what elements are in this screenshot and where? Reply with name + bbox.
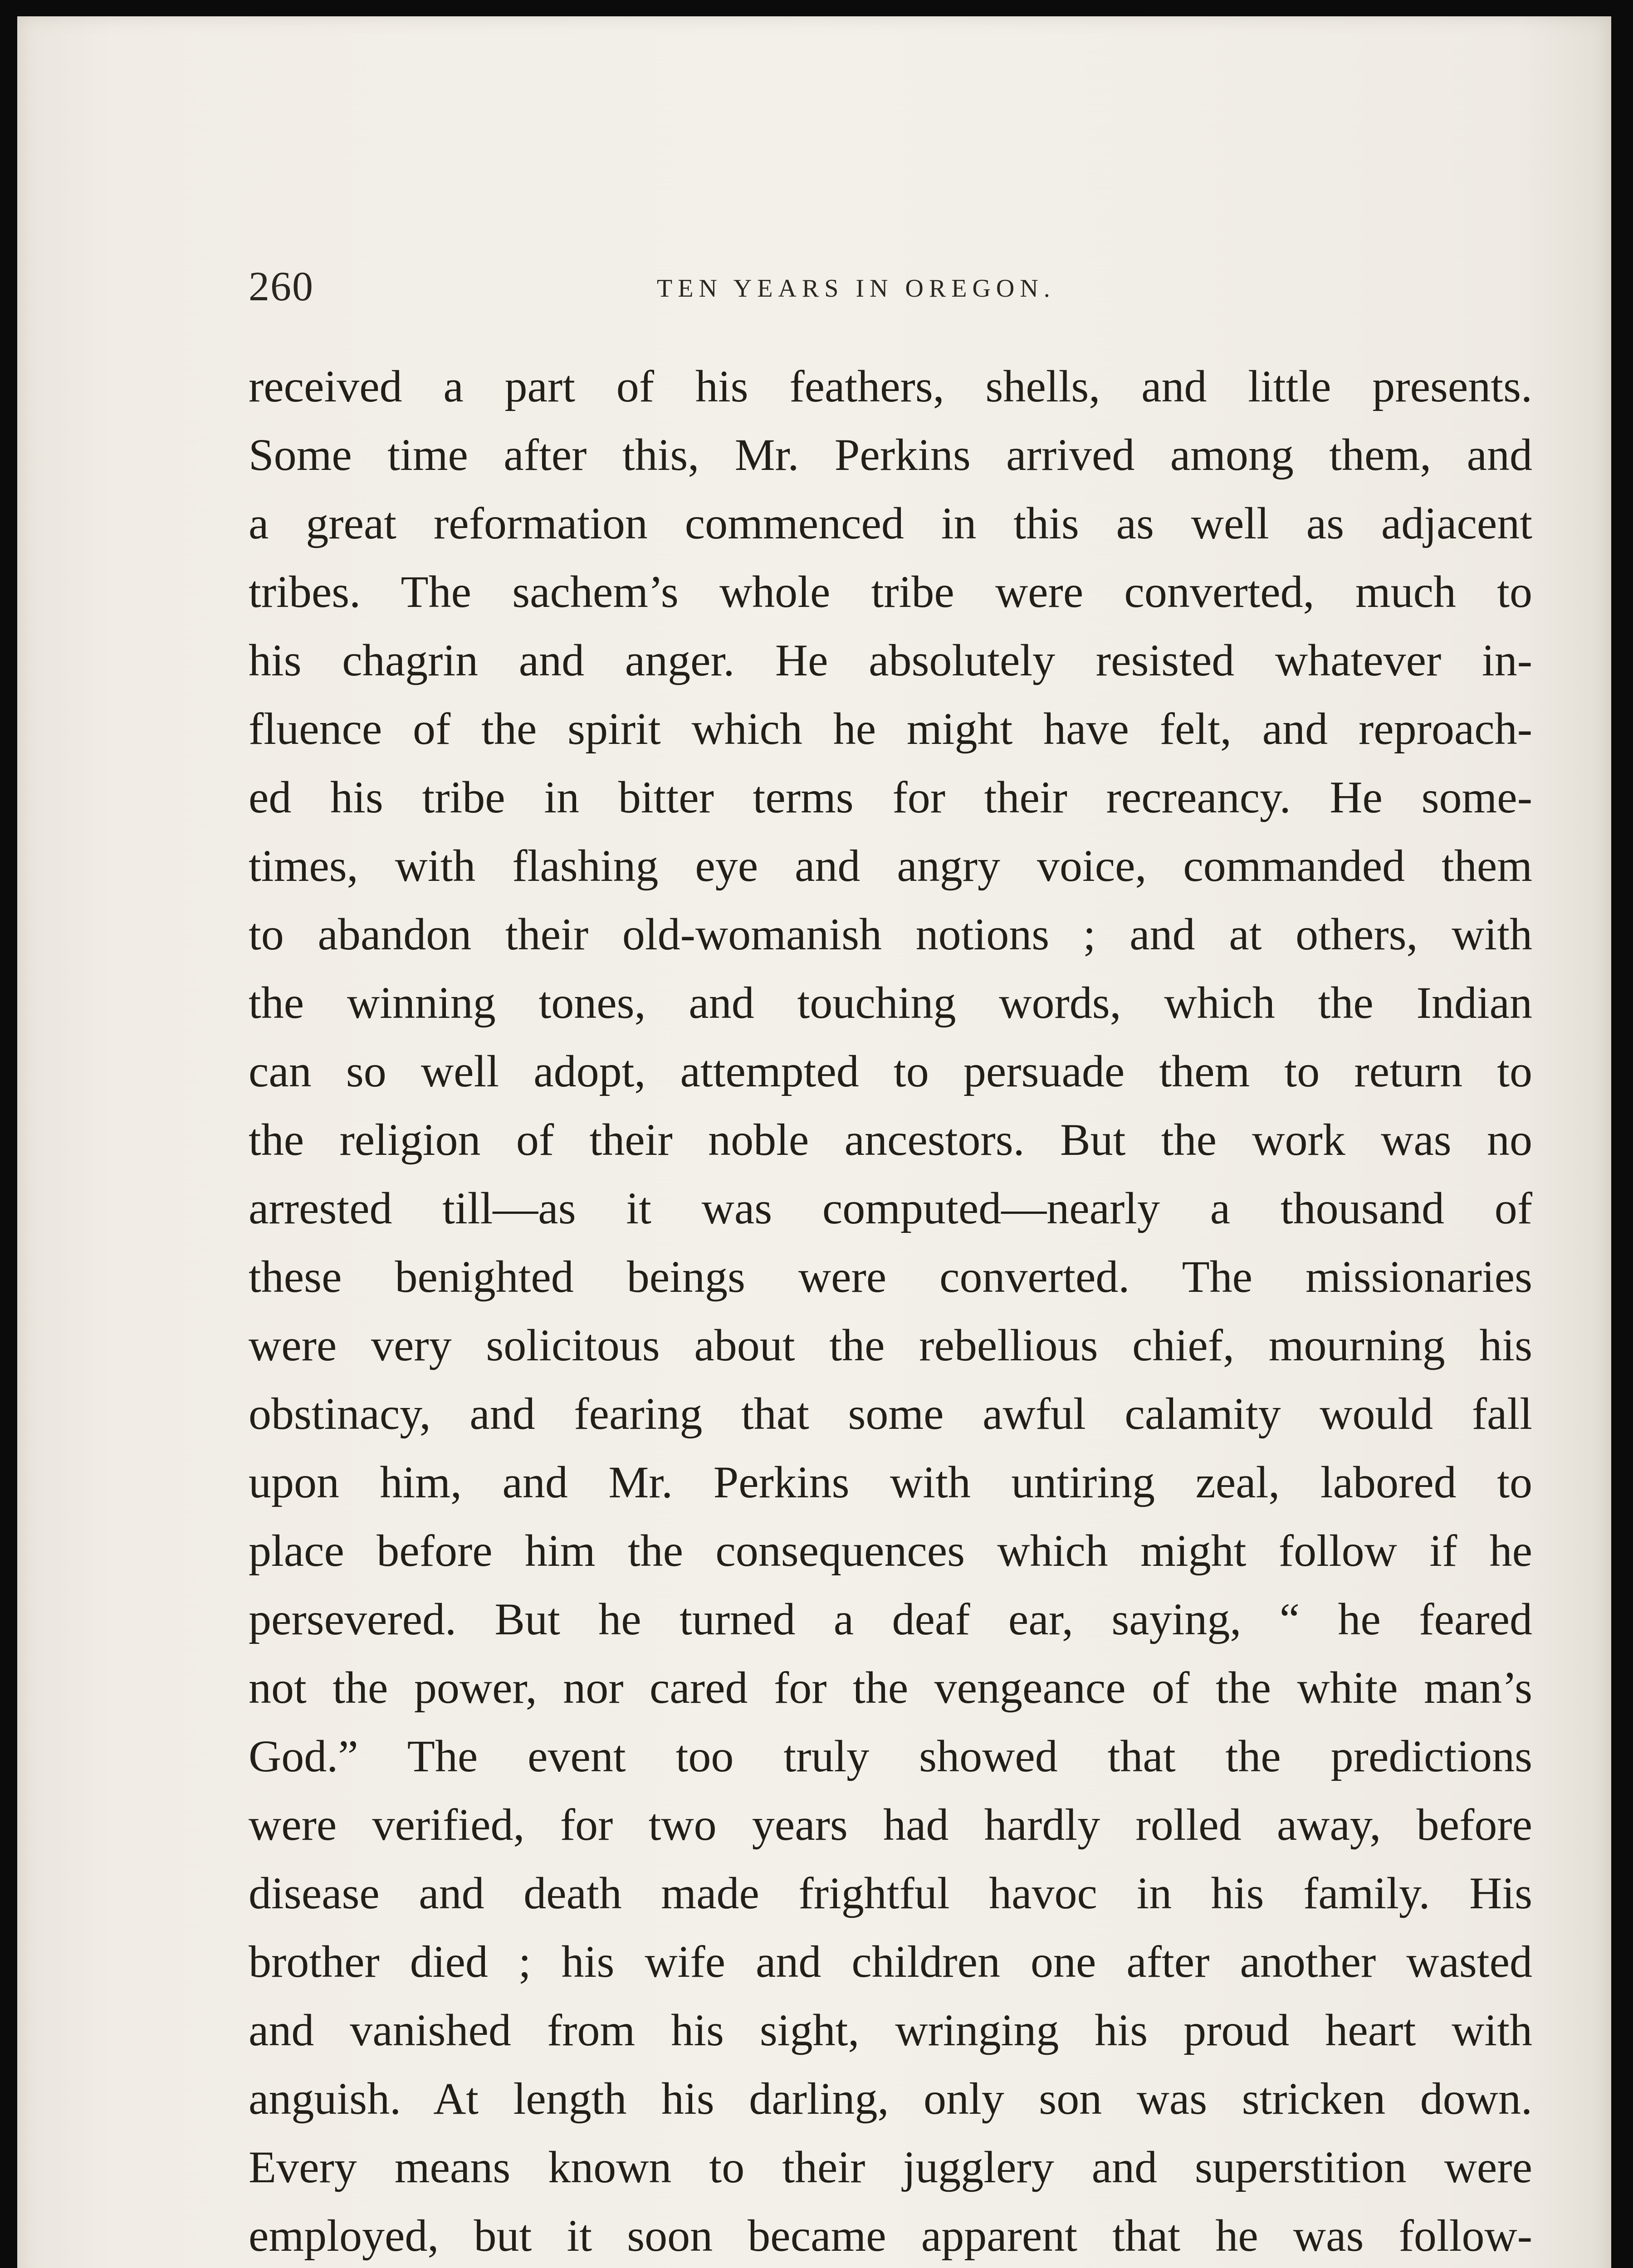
text-line: God.” The event too truly showed that the predictions [249,1731,1532,1781]
text-line: these benighted beings were converted. The missionaries [249,1251,1532,1302]
body-text [249,352,1532,2268]
text-line: can so well adopt, attempted to persuade them to return to [249,1046,1532,1096]
text-line: were very solicitous about the rebellious chief, mourning his [249,1320,1532,1370]
text-line: the winning tones, and touching words, which the Indian [249,978,1532,1028]
text-line: were verified, for two years had hardly rolled away, before [249,1799,1532,1850]
text-line: obstinacy, and fearing that some awful calamity would fall [249,1388,1532,1439]
book-page [17,16,1611,2268]
text-line: fluence of the spirit which he might have felt, and reproach- [249,704,1532,754]
text-line: times, with flashing eye and angry voice, commanded them [249,841,1532,891]
text-line: a great reformation commenced in this as well as adjacent [249,498,1532,548]
text-line: employed, but it soon became apparent that he was follow- [249,2210,1532,2261]
text-line: the religion of their noble ancestors. But the work was no [249,1114,1532,1165]
text-line: Some time after this, Mr. Perkins arrived among them, and [249,430,1532,480]
text-line: to abandon their old-womanish notions ; and at others, with [249,909,1532,959]
text-line: arrested till—as it was computed—nearly a thousand of [249,1183,1532,1233]
text-line: his chagrin and anger. He absolutely resisted whatever in- [249,635,1532,685]
page-number: 260 [249,263,314,309]
text-line: Every means known to their jugglery and superstition were [249,2142,1532,2192]
text-line: disease and death made frightful havoc in his family. His [249,1868,1532,1918]
text-line: ed his tribe in bitter terms for their recreancy. He some- [249,772,1532,822]
text-line: anguish. At length his darling, only son was stricken down. [249,2073,1532,2124]
running-title: TEN YEARS IN OREGON. [657,274,1056,303]
text-line: place before him the consequences which might follow if he [249,1525,1532,1576]
text-line: received a part of his feathers, shells, and little presents. [249,361,1532,411]
page-header [249,261,1532,311]
text-line: upon him, and Mr. Perkins with untiring zeal, labored to [249,1457,1532,1507]
text-line: persevered. But he turned a deaf ear, saying, “ he feared [249,1594,1532,1644]
text-line: brother died ; his wife and children one after another wasted [249,1936,1532,1987]
text-line: tribes. The sachem’s whole tribe were converted, much to [249,567,1532,617]
text-line: and vanished from his sight, wringing his proud heart with [249,2005,1532,2055]
text-line: not the power, nor cared for the vengeance of the white man’s [249,1662,1532,1713]
